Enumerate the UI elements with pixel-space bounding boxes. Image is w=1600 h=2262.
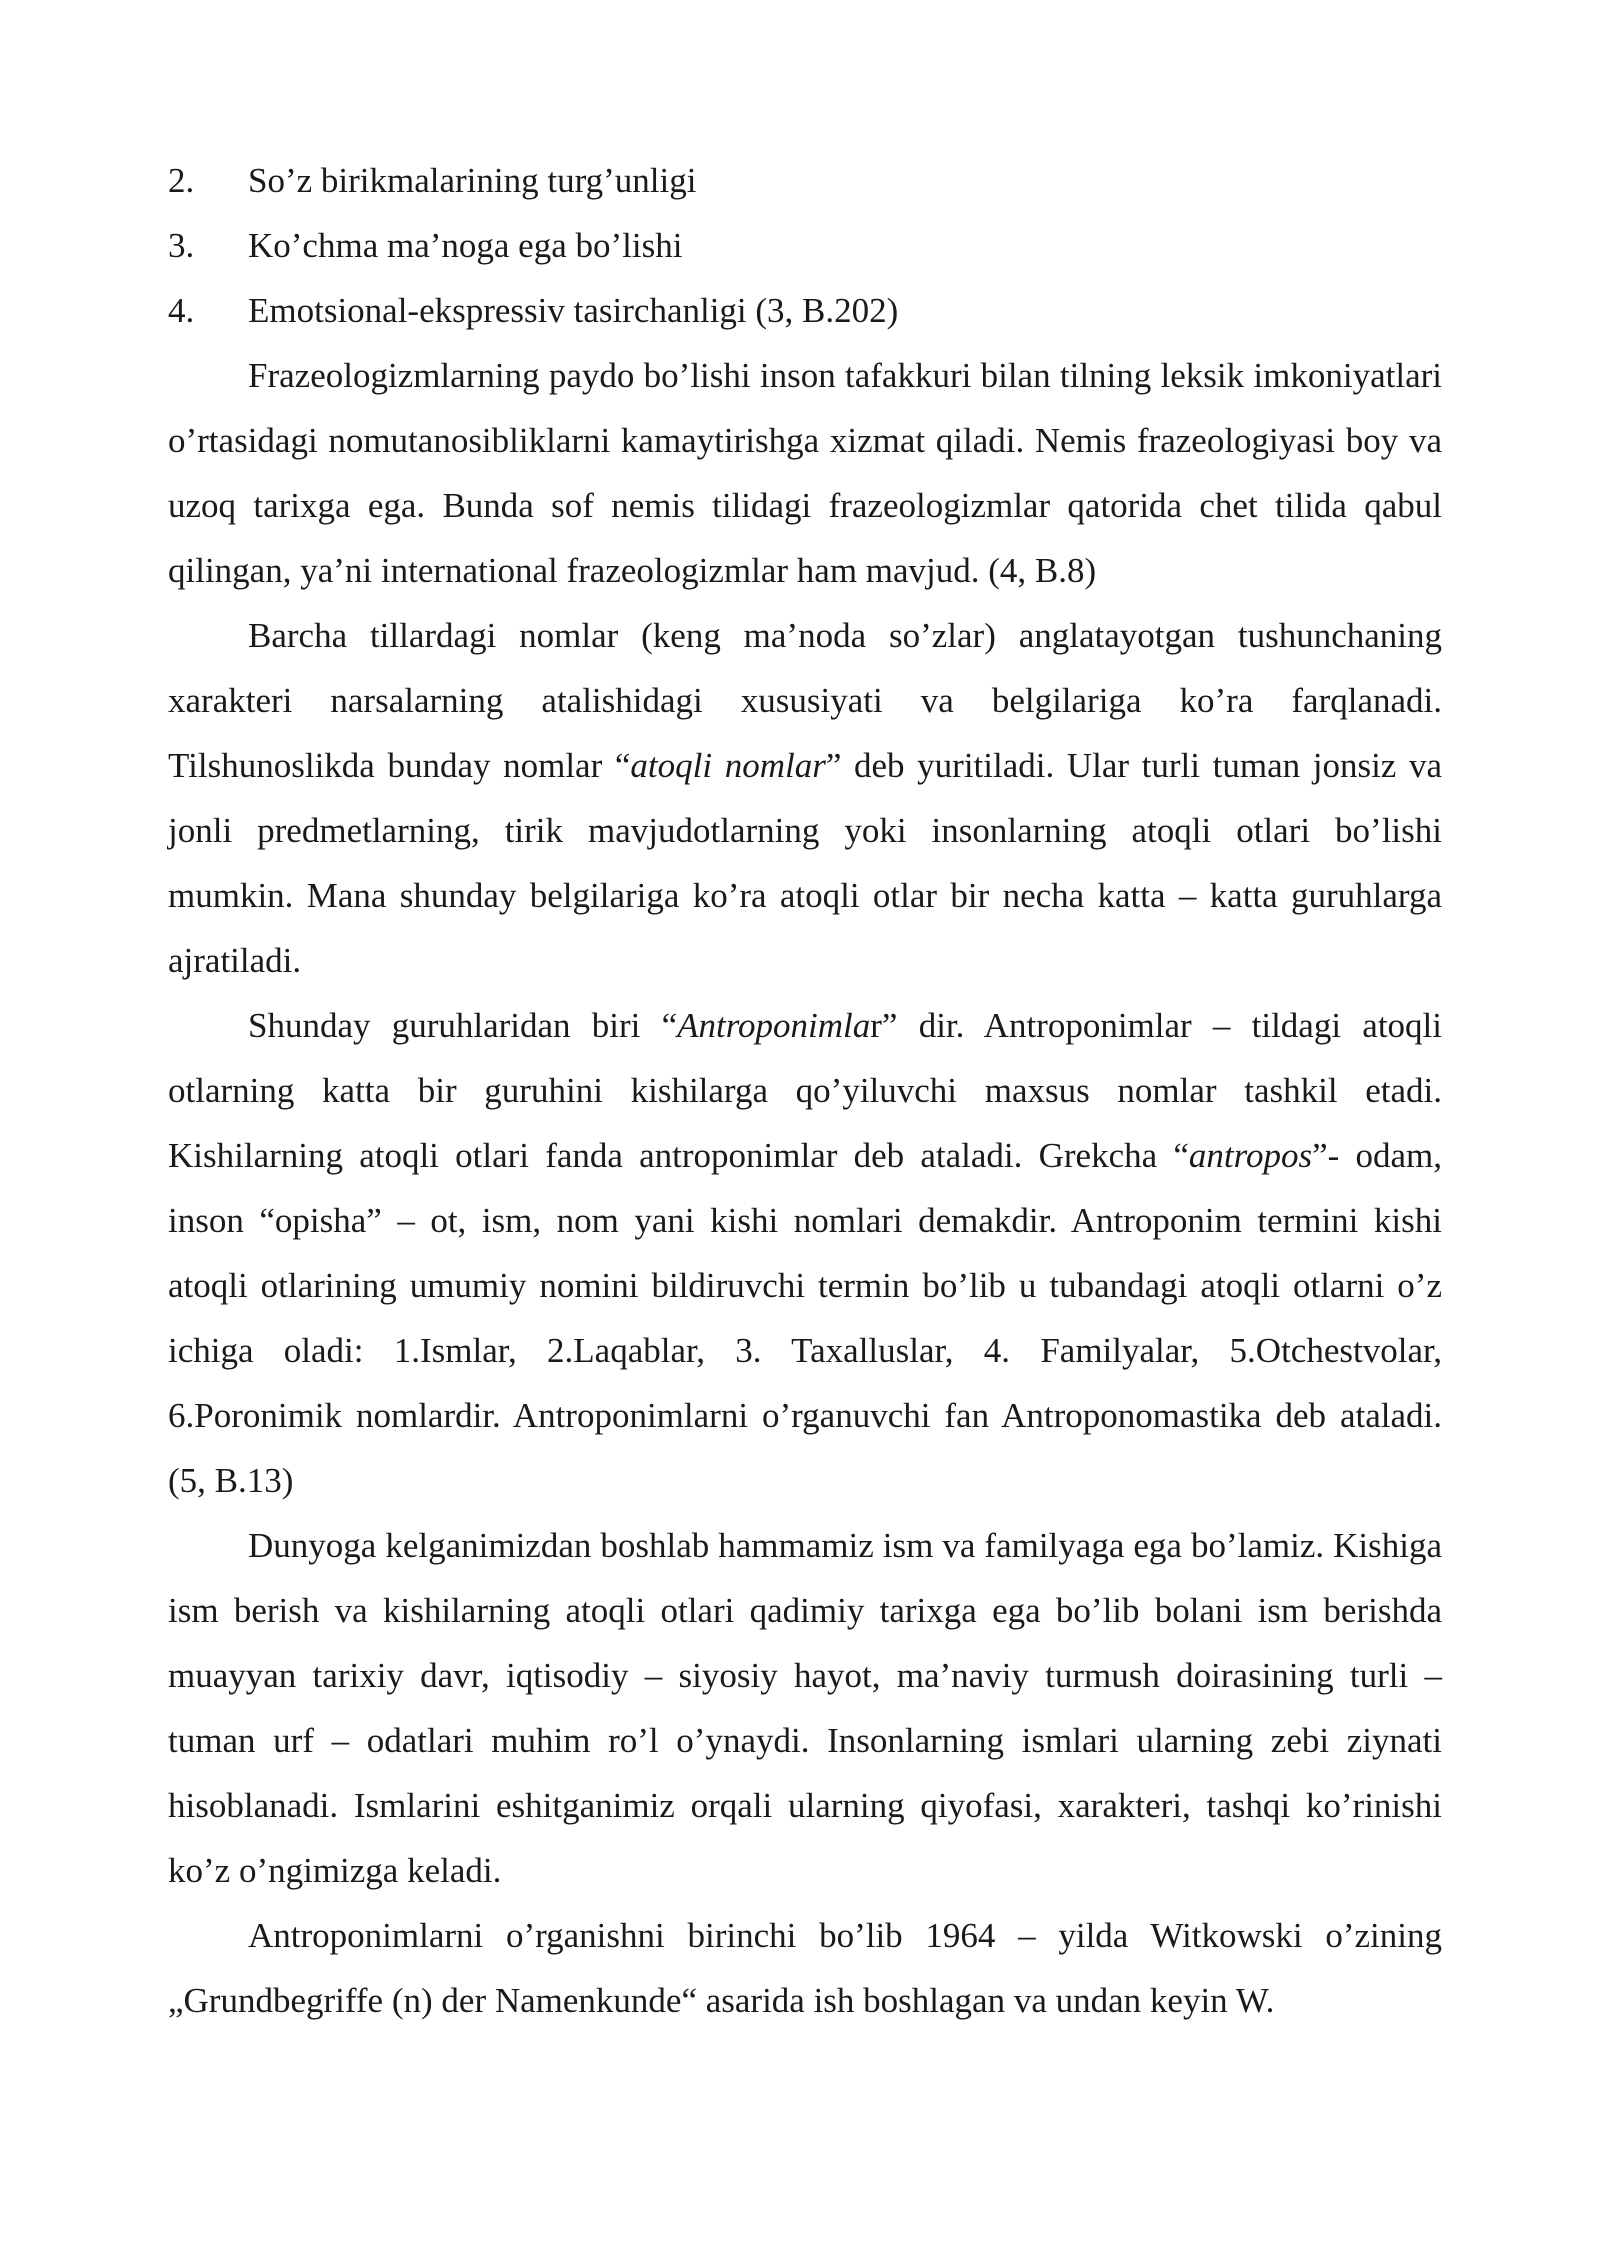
list-item	[168, 278, 1442, 343]
text-run: ”- odam, inson “opisha” – ot, ism, nom yani kishi nomlari demakdir. Antroponim termini kishi atoqli otlarining umumiy nomini bildiruvchi termin bo’lib u tubandagi atoqli otlarni o’z ichiga oladi: 1.Ismlar, 2.Laqablar, 3. Taxalluslar, 4. Familyalar, 5.Otchestvolar, 6.Poronimik nomlardir. Antroponimlarni o’rganuvchi fan Antroponomastika deb ataladi. (5, B.13)	[168, 1136, 1442, 1500]
list-text: Emotsional-ekspressiv tasirchanligi (3, B.202)	[248, 291, 899, 330]
paragraph-naming: Dunyoga kelganimizdan boshlab hammamiz ism va familyaga ega bo’lamiz. Kishiga ism berish va kishilarning atoqli otlari qadimiy tarixga ega bo’lib bolani ism berishda muayyan tarixiy davr, iqtisodiy – siyosiy hayot, ma’naviy turmush doirasining turli – tuman urf – odatlari muhim ro’l o’ynaydi. Insonlarning ismlari ularning zebi ziynati hisoblanadi. Ismlarini eshitganimiz orqali ularning qiyofasi, xarakteri, tashqi ko’rinishi ko’z o’ngimizga keladi.	[168, 1526, 1442, 1890]
list-item	[168, 148, 1442, 213]
text-run: ” deb yuritiladi. Ular turli tuman jonsiz va jonli predmetlarning, tirik mavjudotlarning yoki insonlarning atoqli otlari bo’lishi mumkin. Mana shunday belgilariga ko’ra atoqli otlar bir necha katta – katta guruhlarga ajratiladi.	[168, 746, 1442, 980]
list-text: Ko’chma ma’noga ega bo’lishi	[248, 226, 683, 265]
italic-term: atoqli nomlar	[630, 746, 826, 785]
paragraph-anthroponyms	[168, 993, 1442, 1513]
text-run: Barcha tillardagi nomlar (keng ma’noda so’zlar) anglatayotgan tushunchaning xarakteri narsalarning atalishidagi xususiyati va belgilariga ko’ra farqlanadi. Tilshunoslikda bunday nomlar “	[168, 616, 1442, 785]
list-item	[168, 213, 1442, 278]
italic-term: antropos	[1188, 1136, 1313, 1175]
list-number: 4.	[168, 291, 195, 330]
list-number: 3.	[168, 226, 195, 265]
paragraph-history: Antroponimlarni o’rganishni birinchi bo’lib 1964 – yilda Witkowski o’zining „Grundbegriffe (n) der Namenkunde“ asarida ish boshlagan va undan keyin W.	[168, 1916, 1442, 2020]
italic-term: Antroponimla	[677, 1006, 871, 1045]
text-run: r” dir. Antroponimlar – tildagi atoqli otlarning katta bir guruhini kishilarga qo’yiluvchi maxsus nomlar tashkil etadi. Kishilarning atoqli otlari fanda antroponimlar deb ataladi. Grekcha “	[168, 1006, 1442, 1175]
list-text: So’z birikmalarining turg’unligi	[248, 161, 697, 200]
paragraph-phraseology: Frazeologizmlarning paydo bo’lishi inson tafakkuri bilan tilning leksik imkoniyatlari o’rtasidagi nomutanosibliklarni kamaytirishga xizmat qiladi. Nemis frazeologiyasi boy va uzoq tarixga ega. Bunda sof nemis tilidagi frazeologizmlar qatorida chet tilida qabul qilingan, ya’ni international frazeologizmlar ham mavjud. (4, B.8)	[168, 356, 1442, 590]
paragraph-proper-names	[168, 603, 1442, 993]
list-number: 2.	[168, 161, 195, 200]
text-run: Shunday guruhlaridan biri “	[248, 1006, 678, 1045]
